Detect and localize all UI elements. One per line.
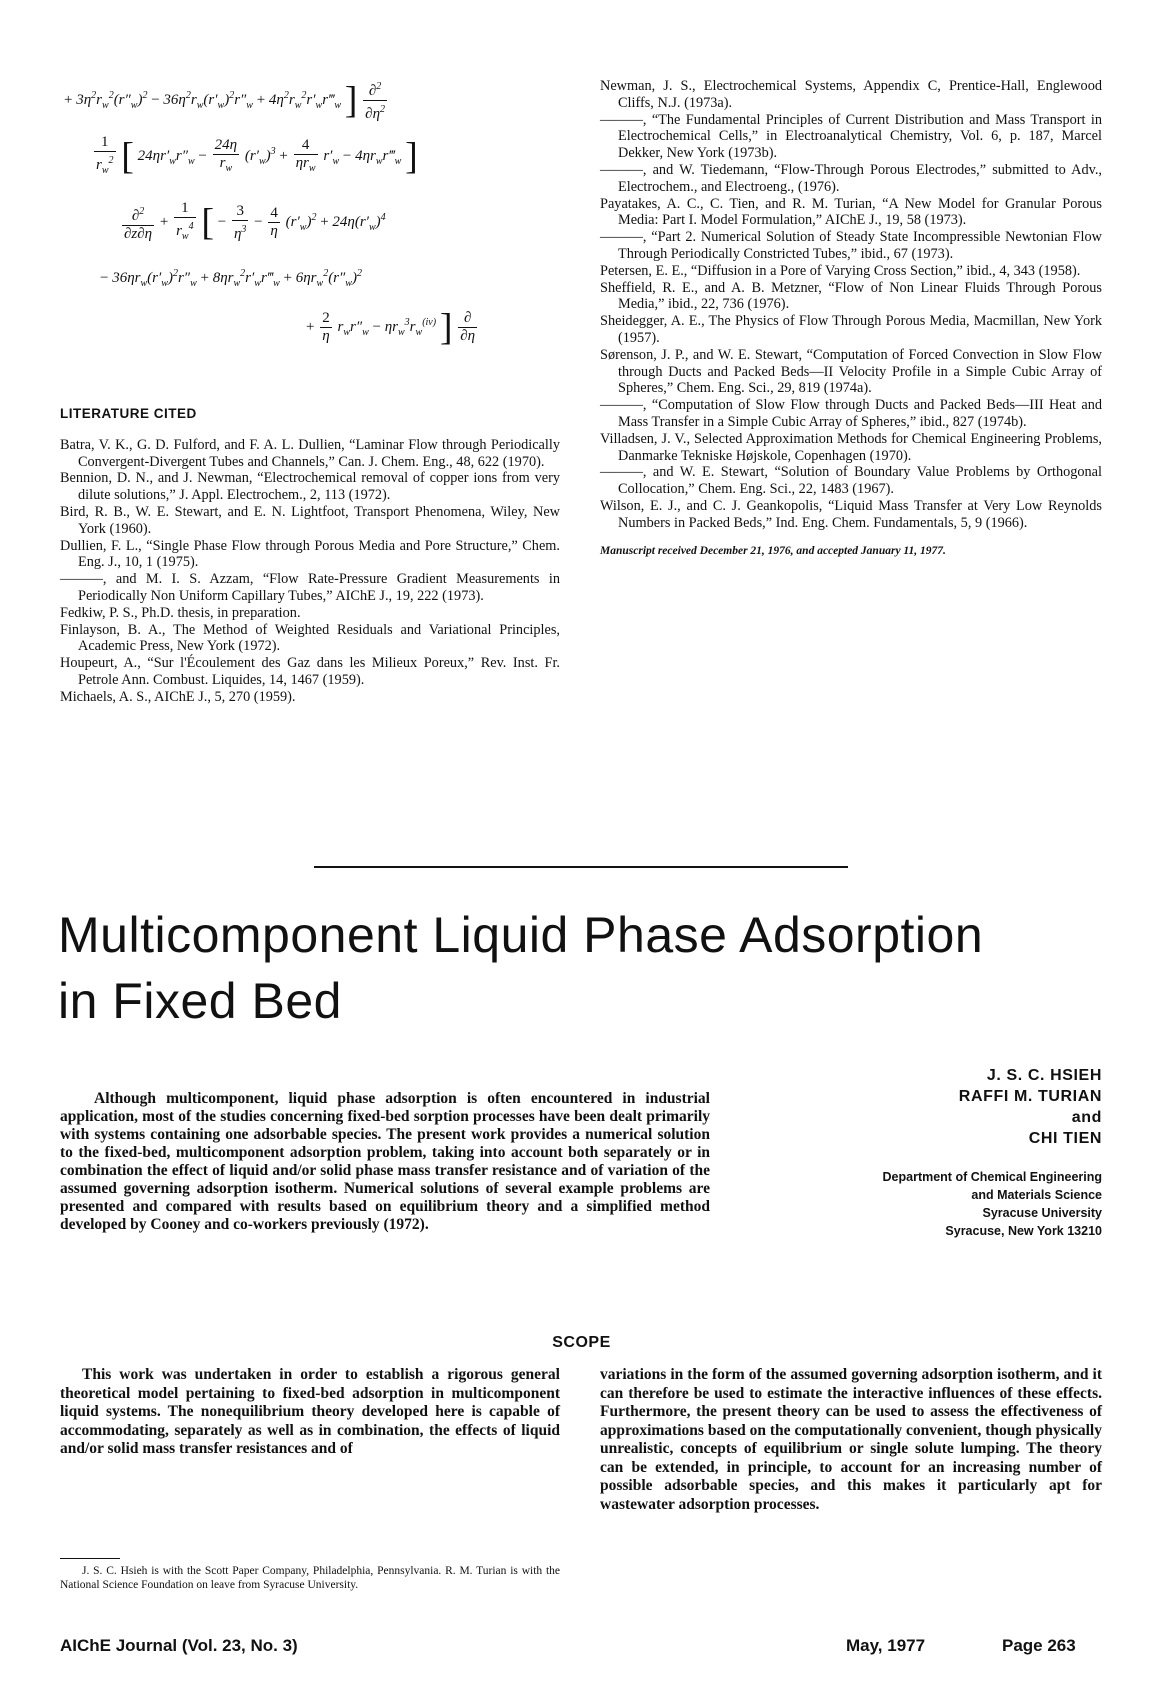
author-block (802, 1065, 1102, 1149)
affiliation-line-1: Department of Chemical Engineering (882, 1170, 1102, 1184)
title-line-2: in Fixed Bed (58, 973, 342, 1029)
reference-entry: Newman, J. S., Electrochemical Systems, Appendix C, Prentice-Hall, Englewood Cliffs, N.J. (1973a). (600, 78, 1102, 111)
reference-entry: Batra, V. K., G. D. Fulford, and F. A. L. Dullien, “Laminar Flow through Periodically Convergent-Divergent Tubes and Channels,” Can. J. Chem. Eng., 48, 622 (1970). (60, 436, 560, 470)
reference-entry: Payatakes, A. C., C. Tien, and R. M. Turian, “A New Model for Granular Porous Media: Part I. Model Formulation,” AIChE J., 19, 58 (1973). (600, 195, 1102, 229)
author-2: RAFFI M. TURIAN (958, 1088, 1102, 1105)
references-left-column (60, 406, 560, 706)
reference-entry: ———, “The Fundamental Principles of Current Distribution and Mass Transport in Electrochemical Cells,” in Electroanalytical Chemistry, Vol. 6, p. 187, Marcel Dekker, New York (1973b). (600, 111, 1102, 162)
reference-entry: Dullien, F. L., “Single Phase Flow through Porous Media and Pore Structure,” Chem. Eng. J., 10, 1 (1975). (60, 537, 560, 571)
reference-entry: ———, and W. E. Stewart, “Solution of Boundary Value Problems by Orthogonal Collocation,” Chem. Eng. Sci., 22, 1483 (1967). (600, 464, 1102, 498)
reference-entry: Sheffield, R. E., and A. B. Metzner, “Flow of Non Linear Fluids Through Porous Media,” ibid., 22, 736 (1976). (600, 279, 1102, 313)
reference-entry: Bird, R. B., W. E. Stewart, and E. N. Lightfoot, Transport Phenomena, Wiley, New York (1960). (60, 503, 560, 537)
reference-entry: Petersen, E. E., “Diffusion in a Pore of Varying Cross Section,” ibid., 4, 343 (1958). (600, 262, 1081, 279)
affiliation-block (762, 1168, 1102, 1240)
references-right-column (600, 78, 1102, 559)
reference-entry: Fedkiw, P. S., Ph.D. thesis, in preparation. (60, 604, 301, 621)
footnote: J. S. C. Hsieh is with the Scott Paper Company, Philadelphia, Pennsylvania. R. M. Turian is with the National Science Foundation on leave from Syracuse University. (60, 1565, 560, 1591)
scope-heading: SCOPE (552, 1334, 611, 1351)
equation-line-1: + $3\eta^2r_w^2(r''_w)^2 - 36\eta^2r_w(r'_w)^2r''_w$ + $4\eta^2r_w^2r'_wr‴_w$ ] $\frac{\partial^2}{\partial\eta^2}$ (64, 79, 386, 122)
abstract: Although multicomponent, liquid phase adsorption is often encountered in industrial application, most of the studies concerning fixed-bed sorption processes have been dealt primarily with systems containing one adsorbable species. The present work provides a numerical solution to the fixed-bed, multicomponent adsorption problem, taking into account both separately or in combination the effect of liquid and/or solid phase mass transfer resistance and of variation of the assumed governing adsorption isotherm. Numerical solutions of several example problems are presented and compared with results based on equilibrium theory and a simplified method developed by Cooney and co-workers previously (1972). (60, 1090, 710, 1233)
affiliation-line-2: and Materials Science (971, 1188, 1102, 1202)
reference-entry: Houpeurt, A., “Sur l'Écoulement des Gaz dans les Milieux Poreux,” Rev. Inst. Fr. Petrole Ann. Combust. Liquides, 14, 1467 (1959). (60, 655, 560, 688)
reference-entry: Wilson, E. J., and C. J. Geankopolis, “Liquid Mass Transfer at Very Low Reynolds Numbers in Packed Beds,” Ind. Eng. Chem. Fundamentals, 5, 9 (1966). (600, 497, 1102, 531)
reference-entry: ———, and M. I. S. Azzam, “Flow Rate-Pressure Gradient Measurements in Periodically Non Uniform Capillary Tubes,” AIChE J., 19, 222 (1973). (60, 571, 560, 604)
manuscript-note: Manuscript received December 21, 1976, and accepted January 11, 1977. (600, 544, 946, 557)
scope-right-column: variations in the form of the assumed governing adsorption isotherm, and it can therefore be used to estimate the interactive influences of these effects. Furthermore, the present theory can be used to assess the effectiveness of approximations based on the computationally convenient, though physically unrealistic, concepts of equilibrium or single solute lumping. The theory can be extended, in principle, to account for an increasing number of possible adsorbable species, and this makes it particularly apt for wastewater adsorption processes. (600, 1366, 1102, 1513)
reference-entry: ———, “Computation of Slow Flow through Ducts and Packed Beds—III Heat and Mass Transfer in a Simple Cubic Array of Spheres,” ibid., 827 (1974b). (600, 397, 1102, 430)
reference-entry: Sheidegger, A. E., The Physics of Flow Through Porous Media, Macmillan, New York (1957). (600, 313, 1102, 346)
equation-line-2: $\frac{1}{r_w^2}$ [ $24\eta r'_wr''_w$ − $\frac{24\eta}{r_w}$ $(r'_w)^3$ + $\frac{4}{\eta r_w}$ $r'_w$ − $4\eta r_wr‴_w$ ] (96, 134, 418, 178)
reference-entry: Villadsen, J. V., Selected Approximation Methods for Chemical Engineering Problems, Danmarke Tekniske Højskole, Copenhagen (1970). (600, 430, 1102, 464)
scope-left-column: This work was undertaken in order to establish a rigorous general theoretical model pertaining to fixed-bed adsorption in multicomponent liquid systems. The nonequilibrium theory developed here is capable of accommodating, separately as well as in combination, the effects of liquid and/or solid mass transfer resistances and of (60, 1366, 560, 1457)
footer-page-number: Page 263 (1002, 1636, 1076, 1655)
reference-entry: Sørenson, J. P., and W. E. Stewart, “Computation of Forced Convection in Slow Flow through Ducts and Packed Beds—II Velocity Profile in a Simple Cubic Array of Spheres,” Chem. Eng. Sci., 29, 819 (1974a). (600, 346, 1102, 397)
reference-entry: ———, and W. Tiedemann, “Flow-Through Porous Electrodes,” submitted to Adv., Electrochem., and Electroeng., (1976). (600, 161, 1102, 195)
author-conjunction: and (1071, 1109, 1102, 1126)
literature-heading: LITERATURE CITED (60, 406, 197, 421)
reference-entry: Bennion, D. N., and J. Newman, “Electrochemical removal of copper ions from very dilute solutions,” J. Appl. Electrochem., 2, 113 (1972). (60, 470, 560, 504)
section-divider (314, 866, 848, 868)
author-1: J. S. C. HSIEH (986, 1067, 1102, 1084)
reference-list-right (600, 78, 1102, 532)
footer-date: May, 1977 (846, 1636, 926, 1655)
author-3: CHI TIEN (1028, 1130, 1102, 1147)
article-title (58, 902, 983, 1034)
footer-journal: AIChE Journal (Vol. 23, No. 3) (60, 1636, 298, 1655)
affiliation-line-4: Syracuse, New York 13210 (945, 1224, 1102, 1238)
equation-line-4: − $36\eta r_w(r'_w)^2r''_w$ + $8\eta r_w^2r'_wr‴_w + 6\eta r_w^2(r''_w)^2$ (100, 268, 362, 289)
reference-entry: ———, “Part 2. Numerical Solution of Steady State Incompressible Newtonian Flow Through Periodically Constricted Tubes,” ibid., 67 (1973). (600, 229, 1102, 262)
footnote-rule (60, 1558, 120, 1559)
equation-line-5: + $\frac{2}{\eta}$ $r_wr''_w - \eta r_w^3r_w^{(iv)}$ ] $\frac{\partial}{\partial\eta}$ (306, 306, 476, 349)
equation-line-3: $\frac{\partial^2}{\partial z\partial\eta}$ + $\frac{1}{r_w^4}$ [ − $\frac{3}{\eta^3}$ − $\frac{4}{\eta}$ $(r'_w)^2 + 24\eta(r'_w)^4$ (124, 200, 386, 244)
reference-list-left (60, 437, 560, 706)
affiliation-line-3: Syracuse University (982, 1206, 1102, 1220)
title-line-1: Multicomponent Liquid Phase Adsorption (58, 907, 984, 963)
reference-entry: Finlayson, B. A., The Method of Weighted Residuals and Variational Principles, Academic Press, New York (1972). (60, 621, 560, 655)
reference-entry: Michaels, A. S., AIChE J., 5, 270 (1959). (60, 688, 296, 705)
